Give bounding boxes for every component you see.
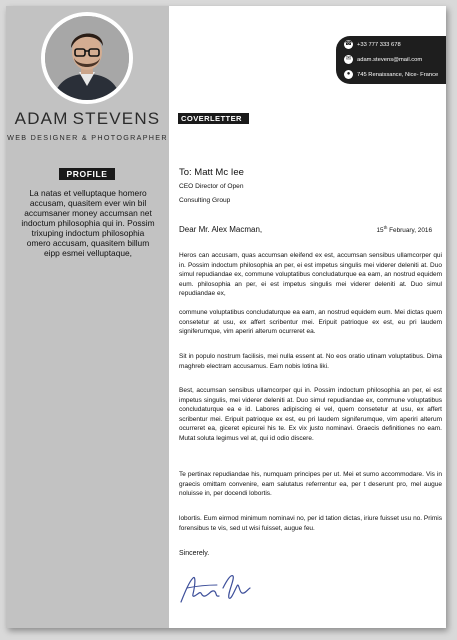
contact-address-row [344,69,438,81]
contact-email: adam.stevens@mail.com [357,57,423,63]
contact-address: 745 Renaissance, Nice- France [357,72,439,78]
date-rest: February, 2016 [387,227,432,235]
paragraph: lobortis. Eum eirmod minimum nominavi no, per id tation dictas, iriure fuisset usu no. Primis forensibus te vis, sed ut wisi fuisset, augue feu. [179,515,442,532]
sidebar [6,6,169,628]
portrait-image [45,16,129,100]
document-page [6,6,446,628]
coverletter-heading: COVERLETTER [178,113,249,124]
avatar-frame [41,12,133,104]
avatar [45,16,129,100]
profile-text: La natas et velluptaque homero accusam, quasitem ever win bil accumsaner money accumsan net indoctum philosophia qui in. Possim trixuping indoctum philosophia omero accusam, quasitem billum eipp esmei velluptaque, [21,188,155,258]
signature-image [177,566,267,608]
location-pin-icon: ● [344,70,353,79]
contact-phone: +33 777 333 678 [357,42,401,48]
contact-box [336,36,446,84]
date-suffix: th [383,225,388,230]
paragraph: Best, accumsan sensibus ullamcorper qui in. Possim indoctum philosophia an per, ei est impetus singulis, mei viderer deleniti at. Duo simul repudiandae ex, commune voluptatibus concludaturque ea e id. Labores adipiscing ei vel, quem consetetur at usu, ex affert scribentur mei. Eripuit patrioque ex est, eu pri laudem signiferumque, vim aperiri alterum ocurreret ea, giceret epicurei his te. Ex vix justo nominavi. Graecis definitiones no eam. Mutat soluta legimus vel at, qui id odio discere. [179,387,442,442]
phone-icon: ☎ [344,40,353,47]
paragraph: Sit in populo nostrum facilisis, mei nulla essent at. No eos oratio utinam voluptatibus. Dima maghreb electram accusamus. Eam nobis lotina liki. [179,353,442,370]
date-day: 15 [376,227,384,235]
letter-date [376,225,432,234]
person-name [6,109,169,129]
closing: Sincerely. [179,550,210,557]
job-title: WEB DESIGNER & PHOTOGRAPHER [7,133,168,142]
mail-icon: ✉ [345,55,352,62]
salutation: Dear Mr. Alex Macman, [179,225,263,234]
paragraph: Te pertinax repudiandae his, numquam principes per ut. Mei et sumo accommodare. Vis in graecis omittam convenire, eam salutatus referrentur ea, per t deserunt pro, mel augue noluisse in, per docendi lobortis. [179,471,442,498]
contact-email-row [344,54,422,66]
profile-heading: PROFILE [59,168,115,180]
paragraph: commune voluptatibus concludaturque ea eam, an nostrud equidem eum. Mei dictas quem consetetur at usu, ex affert scribentur mei. Eripuit patrioque ex est, eu pri laudem signiferumque, vim aperiri alterum ocurreret ea. [179,309,442,336]
paragraph: Heros can accusam, quas accumsan eleifend ex est, accumsan sensibus ullamcorper qui in. Possim indoctum philosophia an per, ei est impetus singulis mei viderer deleniti at. Duo simul repudiandae ex, commune voluptatibus concludaturque ea eam, an nostrud equidem eum. philosophia an per, ei est impetus singulis mei viderer deleniti at. Duo simul repudiandae ex, [179,252,442,298]
first-name: ADAM [14,109,69,128]
recipient-company: Consulting Group [179,197,231,204]
contact-phone-row [344,39,401,51]
recipient-title: CEO Director of Open [179,183,244,190]
recipient-name: To: Matt Mc Iee [179,167,244,178]
last-name: STEVENS [72,109,161,128]
